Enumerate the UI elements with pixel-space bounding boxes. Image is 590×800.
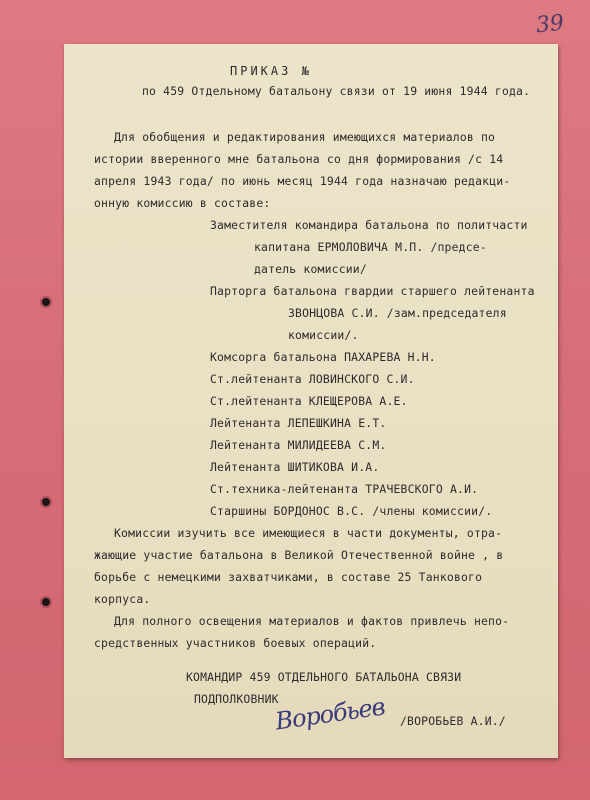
- intro-line: истории вверенного мне батальона со дня формирования /с 14: [94, 152, 504, 166]
- member-line: датель комиссии/: [254, 262, 367, 276]
- member-line: Комсорга батальона ПАХАРЕВА Н.Н.: [210, 350, 436, 364]
- member-line: Ст.лейтенанта ЛОВИНСКОГО С.И.: [210, 372, 415, 386]
- member-line: Лейтенанта ШИТИКОВА И.А.: [210, 460, 380, 474]
- punch-hole: [40, 296, 52, 308]
- member-line: Ст.техника-лейтенанта ТРАЧЕВСКОГО А.И.: [210, 482, 479, 496]
- participants-line: средственных участников боевых операций.: [94, 636, 377, 650]
- document-sheet: [64, 44, 558, 758]
- member-line: Парторга батальона гвардии старшего лейтенанта: [210, 284, 535, 298]
- member-line: Старшины БОРДОНОС В.С. /члены комиссии/.: [210, 504, 493, 518]
- handwritten-signature: Воробьев: [273, 692, 387, 736]
- task-line: Комиссии изучить все имеющиеся в части документы, отра-: [114, 526, 503, 540]
- task-line: корпуса.: [94, 592, 151, 606]
- member-line: Ст.лейтенанта КЛЕЩЕРОВА А.Е.: [210, 394, 408, 408]
- order-title: ПРИКАЗ №: [230, 64, 312, 78]
- member-line: Лейтенанта ЛЕПЕШКИНА Е.Т.: [210, 416, 387, 430]
- participants-line: Для полного освещения материалов и фактов привлечь непо-: [114, 614, 510, 628]
- member-line: Лейтенанта МИЛИДЕЕВА С.М.: [210, 438, 387, 452]
- task-line: борьбе с немецкими захватчиками, в составе 25 Танкового: [94, 570, 483, 584]
- task-line: жающие участие батальона в Великой Отечественной войне , в: [94, 548, 504, 562]
- order-subtitle: по 459 Отдельному батальону связи от 19 июня 1944 года.: [142, 84, 531, 98]
- punch-hole: [40, 596, 52, 608]
- intro-line: онную комиссию в составе:: [94, 196, 271, 210]
- member-line: ЗВОНЦОВА С.И. /зам.председателя: [288, 306, 507, 320]
- member-line: Заместителя командира батальона по политчасти: [210, 218, 528, 232]
- punch-hole: [40, 496, 52, 508]
- archive-page-number: 39: [534, 10, 566, 39]
- commander-rank: ПОДПОЛКОВНИК: [194, 692, 279, 706]
- member-line: комиссии/.: [288, 328, 359, 342]
- member-line: капитана ЕРМОЛОВИЧА М.П. /предсе-: [254, 240, 487, 254]
- intro-line: апреля 1943 года/ по июнь месяц 1944 года назначаю редакци-: [94, 174, 511, 188]
- commander-name: /ВОРОБЬЕВ А.И./: [400, 714, 506, 728]
- intro-line: Для обобщения и редактирования имеющихся материалов по: [114, 130, 496, 144]
- commander-title: КОМАНДИР 459 ОТДЕЛЬНОГО БАТАЛЬОНА СВЯЗИ: [186, 670, 462, 684]
